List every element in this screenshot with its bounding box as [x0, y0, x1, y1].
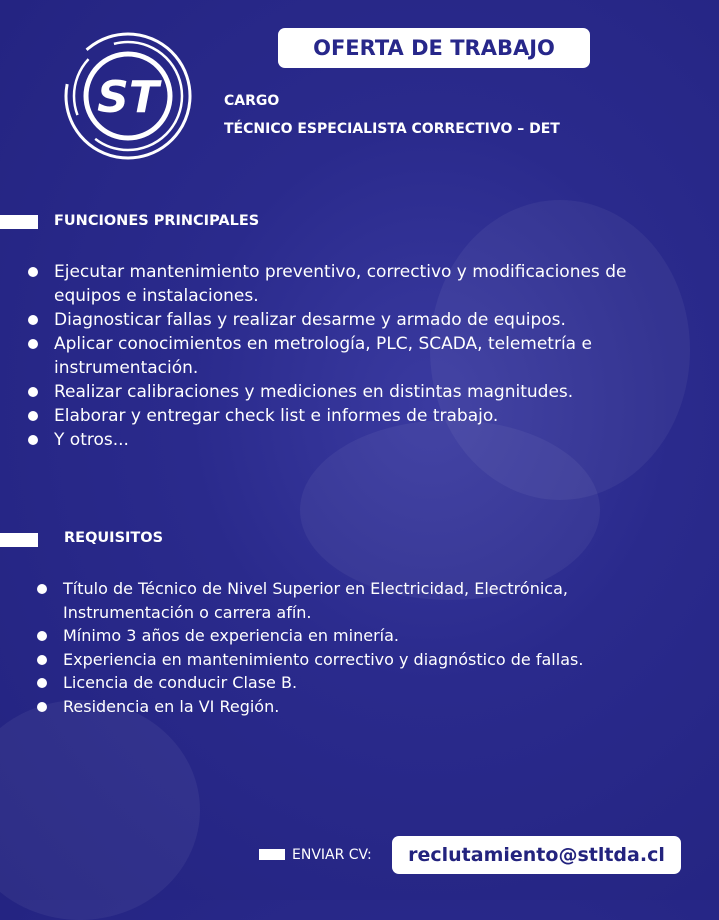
- section-marker: [0, 533, 38, 547]
- requisitos-list: [37, 577, 677, 718]
- funciones-list: [28, 260, 678, 452]
- list-item: Y otros...: [28, 428, 678, 452]
- email-link[interactable]: reclutamiento@stltda.cl: [392, 836, 681, 874]
- list-item: Título de Técnico de Nivel Superior en Electricidad, Electrónica, Instrumentación o carrera afín.: [37, 577, 677, 624]
- list-item: Residencia en la VI Región.: [37, 695, 677, 719]
- list-item: Licencia de conducir Clase B.: [37, 671, 677, 695]
- list-item: Experiencia en mantenimiento correctivo y diagnóstico de fallas.: [37, 648, 677, 672]
- cargo-value: TÉCNICO ESPECIALISTA CORRECTIVO – DET: [224, 121, 560, 137]
- list-item: Mínimo 3 años de experiencia en minería.: [37, 624, 677, 648]
- logo-text: ST: [97, 72, 159, 123]
- section-marker: [0, 215, 38, 229]
- list-item: Diagnosticar fallas y realizar desarme y armado de equipos.: [28, 308, 678, 332]
- funciones-title: FUNCIONES PRINCIPALES: [54, 213, 260, 229]
- company-logo: [62, 30, 194, 162]
- requisitos-title: REQUISITOS: [64, 530, 164, 546]
- send-cv-label: ENVIAR CV:: [292, 847, 372, 863]
- job-offer-title: OFERTA DE TRABAJO: [278, 28, 590, 68]
- background-shape: [0, 700, 200, 920]
- cargo-label: CARGO: [224, 93, 280, 109]
- send-marker: [259, 849, 285, 860]
- list-item: Elaborar y entregar check list e informes de trabajo.: [28, 404, 678, 428]
- list-item: Realizar calibraciones y mediciones en distintas magnitudes.: [28, 380, 678, 404]
- list-item: Ejecutar mantenimiento preventivo, correctivo y modificaciones de equipos e instalaciones.: [28, 260, 678, 308]
- list-item: Aplicar conocimientos en metrología, PLC, SCADA, telemetría e instrumentación.: [28, 332, 678, 380]
